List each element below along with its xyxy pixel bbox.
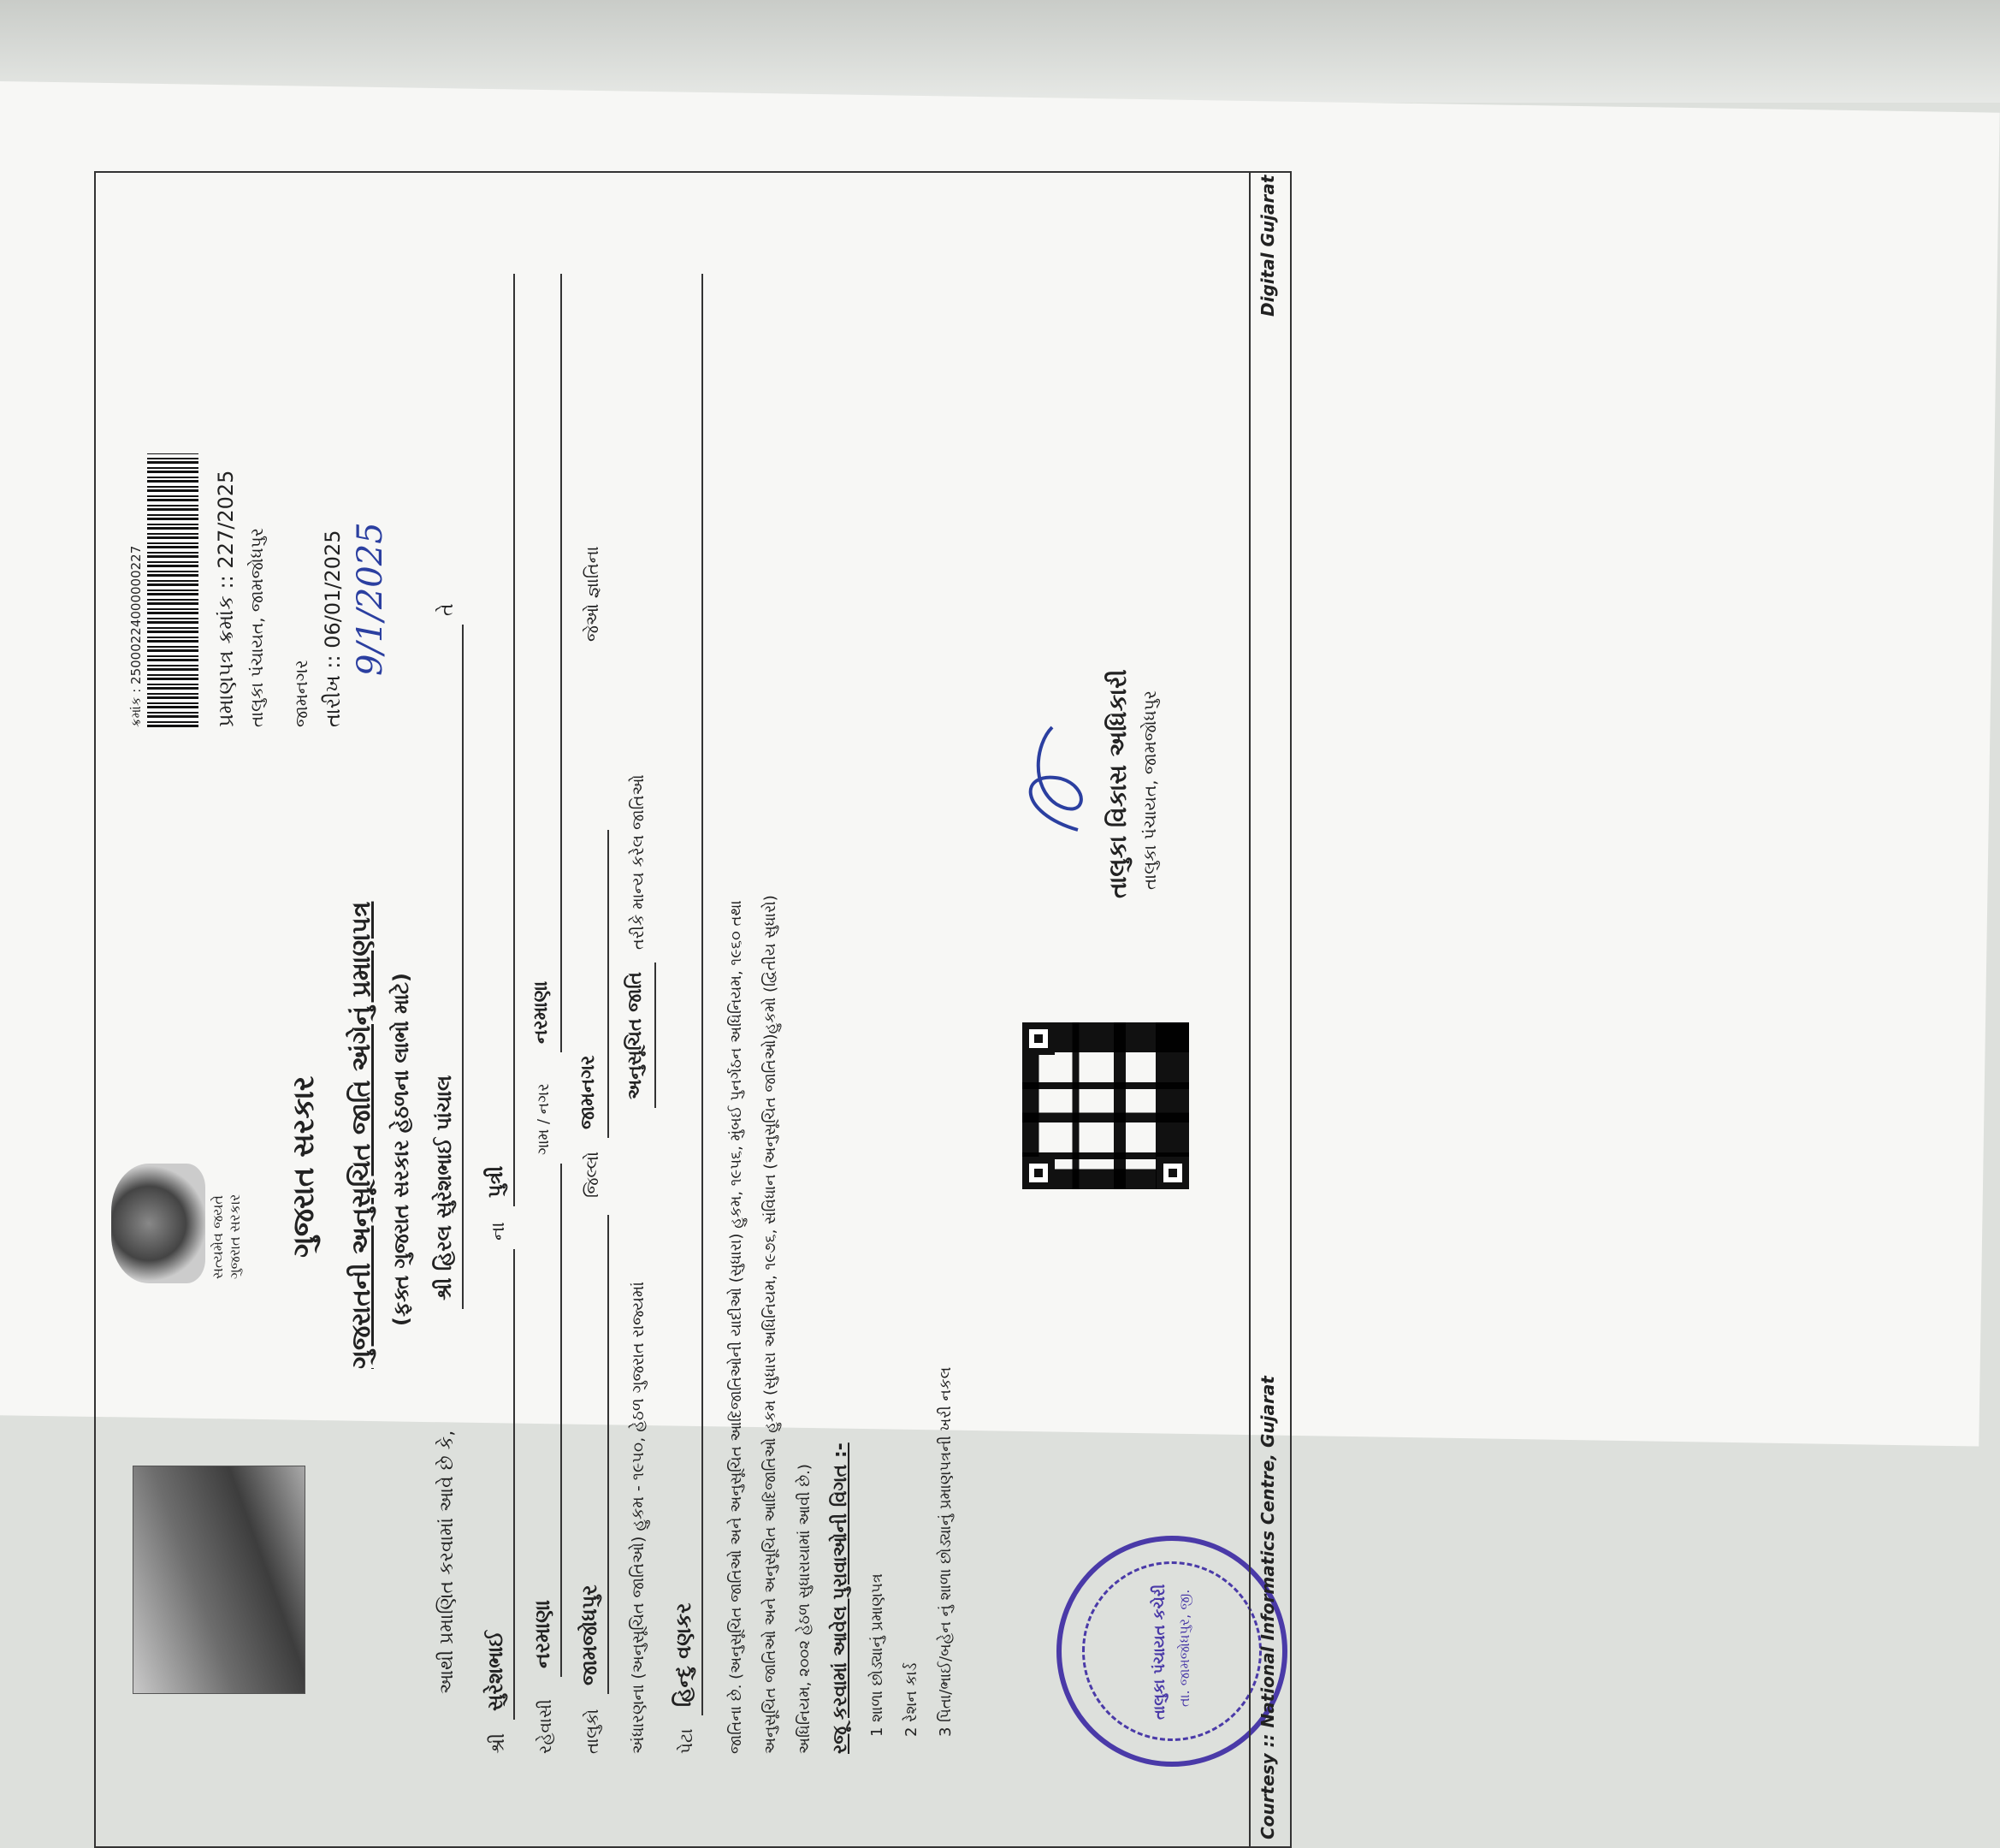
taluka-name: જામજોધપુર: [577, 1584, 601, 1685]
subcaste-label: પેટા: [676, 1728, 696, 1754]
village-underline: [560, 274, 562, 1052]
name-underline: [462, 625, 464, 1309]
qr-corner: [1022, 1022, 1055, 1055]
certificate-title: ગુજરાતની અનુસૂચિત જાતિ અંગેનું પ્રમાણપત્ર: [346, 901, 376, 1369]
officer-signature: [1009, 710, 1104, 847]
issue-place: જામનગર: [291, 660, 311, 727]
relation-underline: [513, 274, 515, 1206]
footer-rule: [1249, 171, 1251, 1848]
emblem-caption: સત્યમેવ જયતે: [210, 1195, 226, 1279]
village-label: ગામ / નગર: [535, 1083, 553, 1155]
resident-label: રહેવાસી: [535, 1699, 555, 1754]
relation: પુત્રી: [483, 1165, 507, 1198]
father-name: સુરેશભાઈ: [483, 1631, 507, 1711]
certificate-subtitle: (ફક્ત ગુજરાત સરકાર હેઠળના લાભો માટે): [389, 973, 413, 1326]
recognized-text: તરીકે માન્ય કરેલ જાતિઓ: [629, 774, 648, 950]
taluka-underline: [607, 1215, 609, 1694]
issuing-office: તાલુકા પંચાયત, જામજોધપુર: [246, 528, 267, 727]
resident-village: નરમાણા: [530, 1600, 554, 1668]
legal-text-3: અધિનિયમ, ૨૦૦૨ હેઠળ સુધારાયામાં આવી છે.): [796, 1464, 814, 1754]
certificate: [94, 171, 1292, 1848]
documents-heading: રજૂ કરવામાં આવેલ પુરાવાઓની વિગત :-: [830, 1442, 851, 1754]
na-label: ના: [488, 1222, 509, 1241]
belongs-text: જેઓ જ્ઞાતિના: [582, 546, 602, 642]
issue-date: તારીખ :: 06/01/2025: [321, 530, 345, 727]
barcode: [147, 453, 198, 727]
constitution-text: અંધારણના (અનુસૂચિત જાતિઓ) હુકમ - ૧૯૫૦, હેઠળ ગુજરાત રાજ્યમાં: [629, 1282, 648, 1754]
footer-courtesy: Courtesy :: National Informatics Centre, Gujarat: [1257, 1376, 1278, 1839]
shri-label: શ્રી: [488, 1732, 509, 1754]
caste-category-underline: [654, 962, 656, 1108]
document-item-2: 2 રેશન કાર્ડ: [902, 1662, 920, 1737]
signatory-title: તાલુકા વિકાસ અધિકારી: [1104, 669, 1132, 898]
signatory-office: તાલુકા પંચાયત, જામજોધપુર: [1139, 690, 1160, 890]
name-suffix: તે: [436, 603, 458, 616]
qr-corner: [1022, 1157, 1055, 1189]
caste-category: અનુસૂચિત જાતિ: [624, 972, 646, 1099]
resident-underline: [560, 1164, 562, 1677]
ashoka-emblem: [111, 1164, 205, 1283]
qr-corner: [1157, 1157, 1189, 1189]
district-underline: [607, 830, 609, 1138]
handwritten-date: 9/1/2025: [351, 522, 390, 676]
district-label: જિલ્લો: [582, 1152, 602, 1198]
footer-brand: Digital Gujarat: [1257, 175, 1278, 317]
applicant-name: શ્રી હિરલ સુરેશભાઈ પાંચાલ: [432, 1075, 456, 1300]
office-seal-inner-ring: [1082, 1561, 1262, 1741]
district-name: જામનગર: [577, 1055, 599, 1129]
taluka-label: તાલુકો: [582, 1709, 602, 1754]
document-item-1: 1 શાળા છોડ્યાનું પ્રમાણપત્ર: [868, 1573, 886, 1737]
seal-place: તા. જામજોધપુર, જી.: [1176, 1589, 1192, 1707]
village-name: નરમાણા: [530, 980, 552, 1044]
government-title: ગુજરાત સરકાર: [287, 1075, 321, 1258]
subcaste-underline: [701, 274, 703, 1715]
applicant-photo: [133, 1466, 305, 1694]
legal-text-2: અનુસૂચિત જાતિઓ અને અનુસૂચિત આદિજાતિઓ હુકમ (સુધારા અધિનિયમ, ૧૯૭૬, સંવિધાન (અનુસૂચિત જાતિઓ)હુકમો (દ્વિતીય સુધારો): [761, 895, 779, 1754]
subcaste-name: હિન્દુ વણકર: [672, 1602, 695, 1707]
legal-text-1: જાતિના છે. (અનુસૂચિત જાતિઓ અને અનુસૂચિત આદિજાતિઓની યાદીઓ (સુધારા) હુકમ, ૧૯૫૬, મુંબઈ પુનર્ગઠન અધિનિયમ, ૧૯૬૦ તથા: [727, 900, 745, 1754]
barcode-number: ક્રમાંક : 25000224000000227: [128, 545, 144, 727]
emblem-caption-2: ગુજરાત સરકાર: [227, 1194, 243, 1279]
father-underline: [513, 1249, 515, 1720]
seal-text: તાલુકા પંચાયત કચેરી: [1151, 1584, 1169, 1720]
certificate-number: પ્રમાણપત્ર ક્રમાંક :: 227/2025: [214, 470, 238, 727]
document-item-3: 3 પિતા/ભાઈ/બહેન નું શાળા છોડ્યાનું પ્રમાણપત્રની ખરી નકલ: [937, 1366, 955, 1737]
intro-text: આથી પ્રમાણિત કરવામાં આવે છે કે,: [436, 1430, 458, 1694]
